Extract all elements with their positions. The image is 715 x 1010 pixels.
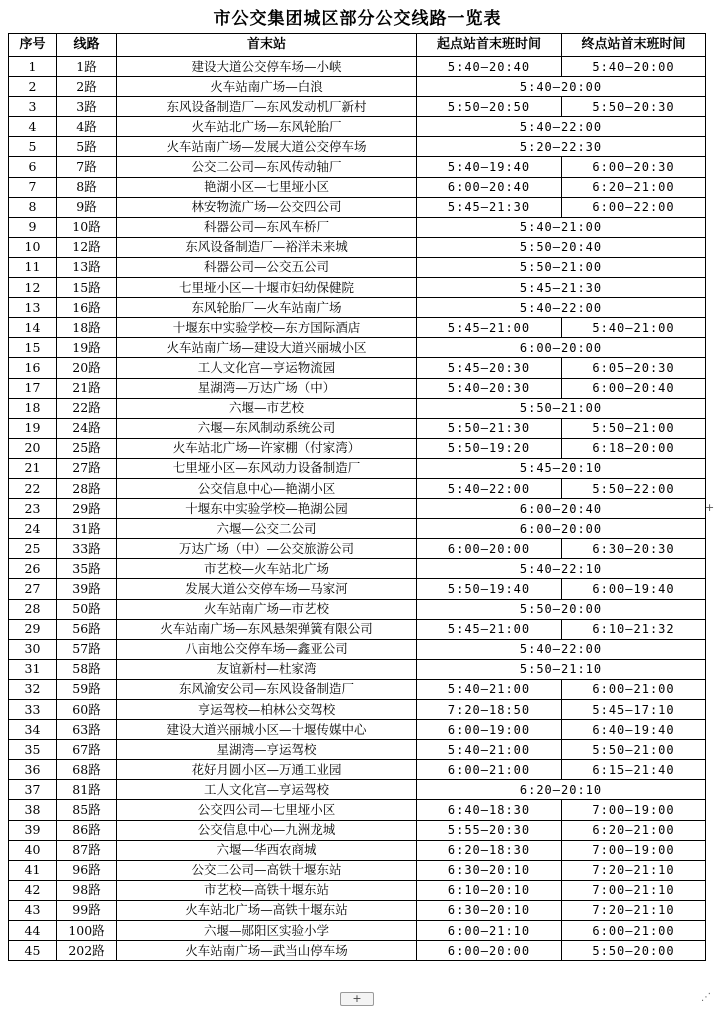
cell-line: 24路 (57, 418, 117, 438)
table-row (9, 418, 706, 438)
table-row (9, 900, 706, 920)
cell-end-time: 5:50—20:00 (562, 941, 706, 961)
table-row (9, 880, 706, 900)
cell-line: 35路 (57, 559, 117, 579)
cell-line: 56路 (57, 619, 117, 639)
cell-start-time: 7:20—18:50 (417, 700, 562, 720)
cell-start-time: 5:50—19:40 (417, 579, 562, 599)
cell-route: 艳湖小区—七里垭小区 (117, 177, 417, 197)
cell-route: 林安物流广场—公交四公司 (117, 197, 417, 217)
cell-no: 5 (9, 137, 57, 157)
cell-start-time: 6:00—21:00 (417, 760, 562, 780)
cell-no: 35 (9, 740, 57, 760)
cell-line: 12路 (57, 237, 117, 257)
cell-start-time: 5:55—20:30 (417, 820, 562, 840)
cell-line: 99路 (57, 900, 117, 920)
cell-time-merged: 5:40—20:00 (417, 77, 706, 97)
cell-start-time: 5:40—22:00 (417, 478, 562, 498)
header-route: 首末站 (117, 34, 417, 57)
cell-end-time: 7:20—21:10 (562, 900, 706, 920)
cell-no: 22 (9, 478, 57, 498)
table-row (9, 679, 706, 699)
table-row (9, 579, 706, 599)
cell-route: 火车站北广场—东风轮胎厂 (117, 117, 417, 137)
cell-route: 万达广场（中）—公交旅游公司 (117, 539, 417, 559)
cell-no: 45 (9, 941, 57, 961)
cell-route: 星湖湾—亨运驾校 (117, 740, 417, 760)
cell-line: 59路 (57, 679, 117, 699)
cell-line: 15路 (57, 278, 117, 298)
cell-no: 19 (9, 418, 57, 438)
cell-no: 26 (9, 559, 57, 579)
cell-line: 25路 (57, 438, 117, 458)
table-body (9, 57, 706, 961)
cell-line: 7路 (57, 157, 117, 177)
cell-end-time: 6:20—21:00 (562, 820, 706, 840)
table-row (9, 499, 706, 519)
cell-no: 42 (9, 880, 57, 900)
table-row (9, 338, 706, 358)
cell-route: 科器公司—东风车桥厂 (117, 217, 417, 237)
cell-route: 十堰东中实验学校—艳湖公园 (117, 499, 417, 519)
table-row (9, 840, 706, 860)
table-row (9, 559, 706, 579)
cell-route: 公交信息中心—艳湖小区 (117, 478, 417, 498)
cell-end-time: 7:00—19:00 (562, 800, 706, 820)
table-row (9, 257, 706, 277)
cell-route: 发展大道公交停车场—马家河 (117, 579, 417, 599)
cell-end-time: 7:00—19:00 (562, 840, 706, 860)
table-row (9, 800, 706, 820)
cell-route: 市艺校—火车站北广场 (117, 559, 417, 579)
table-row (9, 378, 706, 398)
cell-no: 4 (9, 117, 57, 137)
cell-no: 28 (9, 599, 57, 619)
cell-no: 1 (9, 57, 57, 77)
cell-end-time: 5:50—22:00 (562, 478, 706, 498)
cell-time-merged: 5:50—20:00 (417, 599, 706, 619)
cell-no: 18 (9, 398, 57, 418)
page-title: 市公交集团城区部分公交线路一览表 (213, 9, 502, 29)
cell-no: 24 (9, 519, 57, 539)
cell-end-time: 5:50—20:30 (562, 97, 706, 117)
cell-line: 16路 (57, 298, 117, 318)
table-row (9, 318, 706, 338)
cell-time-merged: 6:20—20:10 (417, 780, 706, 800)
cell-line: 8路 (57, 177, 117, 197)
table-row (9, 740, 706, 760)
cell-time-merged: 5:50—21:10 (417, 659, 706, 679)
cell-line: 39路 (57, 579, 117, 599)
cell-no: 34 (9, 720, 57, 740)
cell-no: 16 (9, 358, 57, 378)
cell-no: 31 (9, 659, 57, 679)
table-row (9, 519, 706, 539)
table-row (9, 157, 706, 177)
table-row (9, 478, 706, 498)
cell-start-time: 6:40—18:30 (417, 800, 562, 820)
cell-line: 81路 (57, 780, 117, 800)
cell-time-merged: 5:50—21:00 (417, 257, 706, 277)
cell-start-time: 5:40—19:40 (417, 157, 562, 177)
table-row (9, 639, 706, 659)
cell-route: 火车站南广场—武当山停车场 (117, 941, 417, 961)
cell-route: 六堰—市艺校 (117, 398, 417, 418)
cell-time-merged: 5:45—20:10 (417, 458, 706, 478)
cell-end-time: 5:40—21:00 (562, 318, 706, 338)
cell-start-time: 6:00—19:00 (417, 720, 562, 740)
cell-route: 公交二公司—东风传动轴厂 (117, 157, 417, 177)
cell-no: 37 (9, 780, 57, 800)
cell-no: 8 (9, 197, 57, 217)
table-row (9, 921, 706, 941)
cell-end-time: 6:10—21:32 (562, 619, 706, 639)
header-no: 序号 (9, 34, 57, 57)
cell-line: 13路 (57, 257, 117, 277)
table-row (9, 458, 706, 478)
cell-line: 4路 (57, 117, 117, 137)
cell-line: 58路 (57, 659, 117, 679)
cell-start-time: 6:00—21:10 (417, 921, 562, 941)
cell-end-time: 6:30—20:30 (562, 539, 706, 559)
cell-end-time: 6:15—21:40 (562, 760, 706, 780)
table-row (9, 97, 706, 117)
cell-line: 21路 (57, 378, 117, 398)
cell-line: 28路 (57, 478, 117, 498)
table-row (9, 720, 706, 740)
cell-route: 东风设备制造厂—裕洋未来城 (117, 237, 417, 257)
table-row (9, 941, 706, 961)
cell-line: 33路 (57, 539, 117, 559)
cell-route: 东风渝安公司—东风设备制造厂 (117, 679, 417, 699)
cell-time-merged: 5:40—21:00 (417, 217, 706, 237)
table-row (9, 820, 706, 840)
cell-start-time: 6:10—20:10 (417, 880, 562, 900)
table-row (9, 438, 706, 458)
cell-line: 98路 (57, 880, 117, 900)
table-row (9, 599, 706, 619)
header-end-time: 终点站首末班时间 (562, 34, 706, 57)
cell-route: 建设大道兴丽城小区—十堰传媒中心 (117, 720, 417, 740)
cell-line: 1路 (57, 57, 117, 77)
cell-no: 40 (9, 840, 57, 860)
cell-route: 工人文化宫—亨运驾校 (117, 780, 417, 800)
cell-route: 科器公司—公交五公司 (117, 257, 417, 277)
table-row (9, 237, 706, 257)
cell-route: 六堰—华西农商城 (117, 840, 417, 860)
table-row (9, 177, 706, 197)
cell-route: 东风设备制造厂—东风发动机厂新村 (117, 97, 417, 117)
cell-route: 友谊新村—杜家湾 (117, 659, 417, 679)
cell-start-time: 5:40—20:40 (417, 57, 562, 77)
cell-no: 9 (9, 217, 57, 237)
table-row (9, 780, 706, 800)
cell-no: 41 (9, 860, 57, 880)
cell-no: 43 (9, 900, 57, 920)
cell-route: 火车站南广场—市艺校 (117, 599, 417, 619)
cell-route: 六堰—东风制动系统公司 (117, 418, 417, 438)
cell-start-time: 5:40—21:00 (417, 679, 562, 699)
cell-route: 火车站南广场—发展大道公交停车场 (117, 137, 417, 157)
cell-line: 3路 (57, 97, 117, 117)
cell-route: 火车站南广场—建设大道兴丽城小区 (117, 338, 417, 358)
cell-end-time: 5:50—21:00 (562, 740, 706, 760)
cell-end-time: 6:00—21:00 (562, 921, 706, 941)
cell-line: 86路 (57, 820, 117, 840)
header-start-time: 起点站首末班时间 (417, 34, 562, 57)
cell-start-time: 6:00—20:00 (417, 539, 562, 559)
cell-time-merged: 6:00—20:00 (417, 338, 706, 358)
cell-route: 亨运驾校—柏林公交驾校 (117, 700, 417, 720)
cell-start-time: 5:45—21:00 (417, 318, 562, 338)
cell-line: 67路 (57, 740, 117, 760)
cell-no: 44 (9, 921, 57, 941)
table-row (9, 57, 706, 77)
cell-line: 87路 (57, 840, 117, 860)
table-row (9, 539, 706, 559)
cell-no: 30 (9, 639, 57, 659)
cell-line: 57路 (57, 639, 117, 659)
cell-no: 12 (9, 278, 57, 298)
table-row (9, 659, 706, 679)
cell-no: 7 (9, 177, 57, 197)
table-row (9, 398, 706, 418)
table-row (9, 217, 706, 237)
cell-no: 15 (9, 338, 57, 358)
cell-no: 11 (9, 257, 57, 277)
cell-time-merged: 5:40—22:00 (417, 639, 706, 659)
table-row (9, 197, 706, 217)
cell-route: 工人文化宫—亨运物流园 (117, 358, 417, 378)
cell-no: 36 (9, 760, 57, 780)
cell-line: 50路 (57, 599, 117, 619)
table-row (9, 860, 706, 880)
cell-time-merged: 6:00—20:40 (417, 499, 706, 519)
cell-route: 市艺校—高铁十堰东站 (117, 880, 417, 900)
cell-start-time: 5:45—21:30 (417, 197, 562, 217)
cell-route: 公交四公司—七里垭小区 (117, 800, 417, 820)
cell-no: 2 (9, 77, 57, 97)
cell-route: 六堰—郧阳区实验小学 (117, 921, 417, 941)
cell-line: 19路 (57, 338, 117, 358)
cell-start-time: 5:40—20:30 (417, 378, 562, 398)
cell-line: 10路 (57, 217, 117, 237)
cell-end-time: 6:00—19:40 (562, 579, 706, 599)
cell-time-merged: 5:40—22:00 (417, 298, 706, 318)
cell-end-time: 5:40—20:00 (562, 57, 706, 77)
cell-time-merged: 5:40—22:00 (417, 117, 706, 137)
cell-time-merged: 5:50—21:00 (417, 398, 706, 418)
table-row (9, 77, 706, 97)
cell-line: 18路 (57, 318, 117, 338)
cell-end-time: 6:00—22:00 (562, 197, 706, 217)
cell-route: 公交信息中心—九洲龙城 (117, 820, 417, 840)
cell-end-time: 6:00—20:40 (562, 378, 706, 398)
cell-no: 21 (9, 458, 57, 478)
cell-no: 3 (9, 97, 57, 117)
cell-line: 96路 (57, 860, 117, 880)
table-row (9, 298, 706, 318)
cell-route: 八亩地公交停车场—鑫亚公司 (117, 639, 417, 659)
cell-no: 38 (9, 800, 57, 820)
cell-start-time: 5:50—21:30 (417, 418, 562, 438)
cell-end-time: 6:05—20:30 (562, 358, 706, 378)
cell-line: 20路 (57, 358, 117, 378)
cell-end-time: 6:00—21:00 (562, 679, 706, 699)
cell-no: 14 (9, 318, 57, 338)
table-row (9, 700, 706, 720)
table-row (9, 619, 706, 639)
cell-no: 20 (9, 438, 57, 458)
cell-no: 6 (9, 157, 57, 177)
cell-line: 68路 (57, 760, 117, 780)
cell-start-time: 5:50—19:20 (417, 438, 562, 458)
cell-route: 建设大道公交停车场—小峡 (117, 57, 417, 77)
cell-line: 31路 (57, 519, 117, 539)
side-add-icon[interactable]: + (705, 501, 715, 514)
cell-no: 29 (9, 619, 57, 639)
cell-route: 火车站南广场—白浪 (117, 77, 417, 97)
cell-line: 5路 (57, 137, 117, 157)
cell-no: 39 (9, 820, 57, 840)
table-row (9, 137, 706, 157)
table-row (9, 117, 706, 137)
cell-start-time: 5:45—21:00 (417, 619, 562, 639)
cell-line: 2路 (57, 77, 117, 97)
cell-end-time: 7:20—21:10 (562, 860, 706, 880)
cell-time-merged: 5:50—20:40 (417, 237, 706, 257)
cell-line: 63路 (57, 720, 117, 740)
table-row (9, 358, 706, 378)
cell-line: 27路 (57, 458, 117, 478)
cell-end-time: 6:20—21:00 (562, 177, 706, 197)
table-row (9, 278, 706, 298)
cell-line: 9路 (57, 197, 117, 217)
cell-time-merged: 6:00—20:00 (417, 519, 706, 539)
cell-no: 27 (9, 579, 57, 599)
cell-start-time: 5:50—20:50 (417, 97, 562, 117)
cell-line: 22路 (57, 398, 117, 418)
cell-end-time: 6:18—20:00 (562, 438, 706, 458)
cell-line: 202路 (57, 941, 117, 961)
cell-start-time: 6:20—18:30 (417, 840, 562, 860)
table-header-row (9, 34, 706, 57)
cell-route: 公交二公司—高铁十堰东站 (117, 860, 417, 880)
cell-route: 十堰东中实验学校—东方国际酒店 (117, 318, 417, 338)
cell-time-merged: 5:45—21:30 (417, 278, 706, 298)
cell-no: 17 (9, 378, 57, 398)
cell-no: 23 (9, 499, 57, 519)
cell-end-time: 7:00—21:10 (562, 880, 706, 900)
cell-end-time: 6:00—20:30 (562, 157, 706, 177)
cell-line: 60路 (57, 700, 117, 720)
cell-route: 东风轮胎厂—火车站南广场 (117, 298, 417, 318)
resize-corner-icon[interactable]: ⋰ (701, 992, 711, 1003)
cell-route: 七里垭小区—东风动力设备制造厂 (117, 458, 417, 478)
cell-route: 火车站北广场—高铁十堰东站 (117, 900, 417, 920)
header-line: 线路 (57, 34, 117, 57)
cell-route: 火车站北广场—许家棚（付家湾） (117, 438, 417, 458)
cell-start-time: 6:30—20:10 (417, 900, 562, 920)
cell-route: 花好月圆小区—万通工业园 (117, 760, 417, 780)
cell-start-time: 6:00—20:40 (417, 177, 562, 197)
cell-route: 星湖湾—万达广场（中） (117, 378, 417, 398)
cell-no: 10 (9, 237, 57, 257)
cell-line: 100路 (57, 921, 117, 941)
cell-start-time: 6:30—20:10 (417, 860, 562, 880)
cell-time-merged: 5:40—22:10 (417, 559, 706, 579)
cell-route: 六堰—公交二公司 (117, 519, 417, 539)
cell-no: 25 (9, 539, 57, 559)
add-sheet-button[interactable]: + (340, 992, 374, 1006)
cell-route: 七里垭小区—十堰市妇幼保健院 (117, 278, 417, 298)
bus-route-table (8, 33, 706, 961)
cell-no: 32 (9, 679, 57, 699)
cell-route: 火车站南广场—东风悬架弹簧有限公司 (117, 619, 417, 639)
table-row (9, 760, 706, 780)
cell-start-time: 5:40—21:00 (417, 740, 562, 760)
cell-start-time: 5:45—20:30 (417, 358, 562, 378)
cell-no: 13 (9, 298, 57, 318)
cell-end-time: 5:50—21:00 (562, 418, 706, 438)
cell-start-time: 6:00—20:00 (417, 941, 562, 961)
cell-end-time: 6:40—19:40 (562, 720, 706, 740)
cell-line: 85路 (57, 800, 117, 820)
cell-end-time: 5:45—17:10 (562, 700, 706, 720)
cell-time-merged: 5:20—22:30 (417, 137, 706, 157)
cell-line: 29路 (57, 499, 117, 519)
cell-no: 33 (9, 700, 57, 720)
